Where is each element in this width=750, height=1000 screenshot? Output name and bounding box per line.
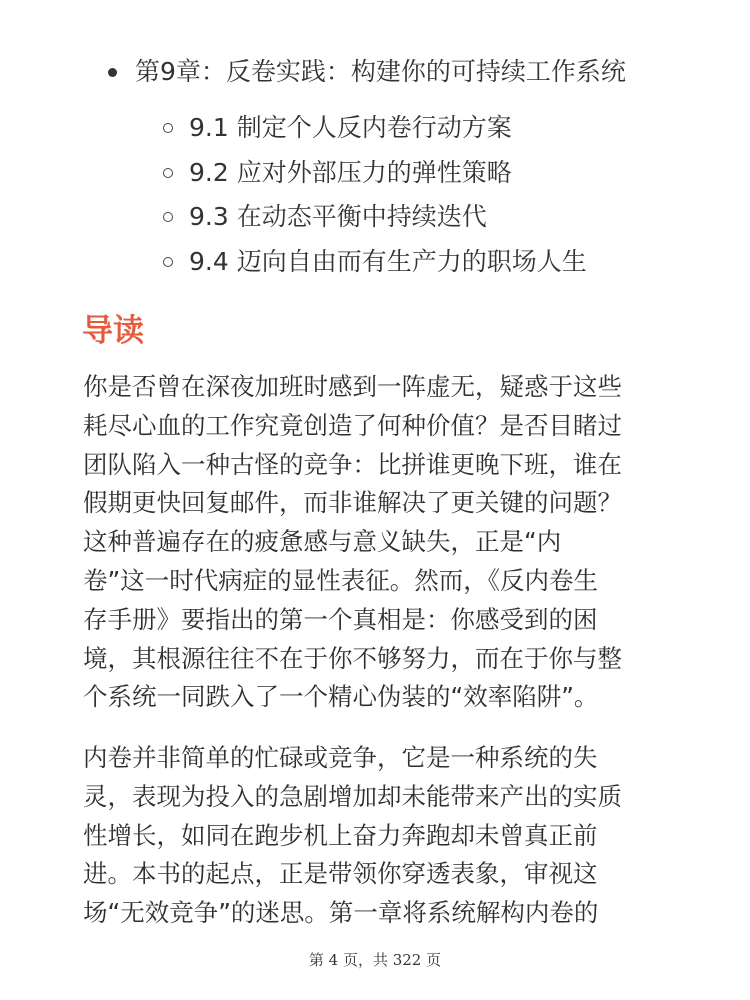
section-heading: 导读 xyxy=(82,313,144,349)
paragraph-line: 团队陷入一种古怪的竞争：比拼谁更晚下班，谁在 xyxy=(83,449,622,479)
paragraph-line: 内卷并非简单的忙碌或竞争，它是一种系统的失 xyxy=(83,743,598,772)
toc-section-title: 9.1 制定个人反内卷行动方案 xyxy=(189,113,512,142)
hollow-bullet-icon xyxy=(163,168,173,178)
body-paragraph xyxy=(83,739,673,933)
paragraph-line: 假期更快回复邮件，而非谁解决了更关键的问题？ xyxy=(83,488,622,518)
toc-section-title: 9.2 应对外部压力的弹性策略 xyxy=(189,157,512,187)
paragraph-line: 进。本书的起点，正是带领你穿透表象，审视这 xyxy=(83,859,598,889)
hollow-bullet-icon xyxy=(163,257,173,267)
paragraph-line: 灵，表现为投入的急剧增加却未能带来产出的实质 xyxy=(83,781,622,811)
page-number-footer: 第 4 页，共 322 页 xyxy=(308,951,442,969)
paragraph-line: 境，其根源往往不在于你不够努力，而在于你与整 xyxy=(83,643,622,673)
paragraph-line: 个系统一同跌入了一个精心伪装的“效率陷阱”。 xyxy=(83,682,599,712)
hollow-bullet-icon xyxy=(163,212,173,222)
paragraph-line: 场“无效竞争”的迷思。第一章将系统解构内卷的 xyxy=(83,898,599,928)
paragraph-line: 你是否曾在深夜加班时感到一阵虚无，疑惑于这些 xyxy=(83,372,622,401)
paragraph-line: 存手册》要指出的第一个真相是：你感受到的困 xyxy=(83,604,598,634)
body-paragraph xyxy=(83,368,673,717)
paragraph-line: 卷”这一时代病症的显性表征。然而，《反内卷生 xyxy=(83,565,598,595)
paragraph-line: 这种普遍存在的疲惫感与意义缺失，正是“内 xyxy=(83,527,562,557)
hollow-bullet-icon xyxy=(163,123,173,133)
toc-chapter-title: 第9章：反卷实践：构建你的可持续工作系统 xyxy=(135,57,626,86)
paragraph-line: 耗尽心血的工作究竟创造了何种价值？是否目睹过 xyxy=(83,410,622,440)
bullet-icon xyxy=(108,68,117,77)
paragraph-line: 性增长，如同在跑步机上奋力奔跑却未曾真正前 xyxy=(83,820,598,850)
toc-section-title: 9.3 在动态平衡中持续迭代 xyxy=(189,202,487,232)
toc-section-title: 9.4 迈向自由而有生产力的职场人生 xyxy=(189,247,587,277)
